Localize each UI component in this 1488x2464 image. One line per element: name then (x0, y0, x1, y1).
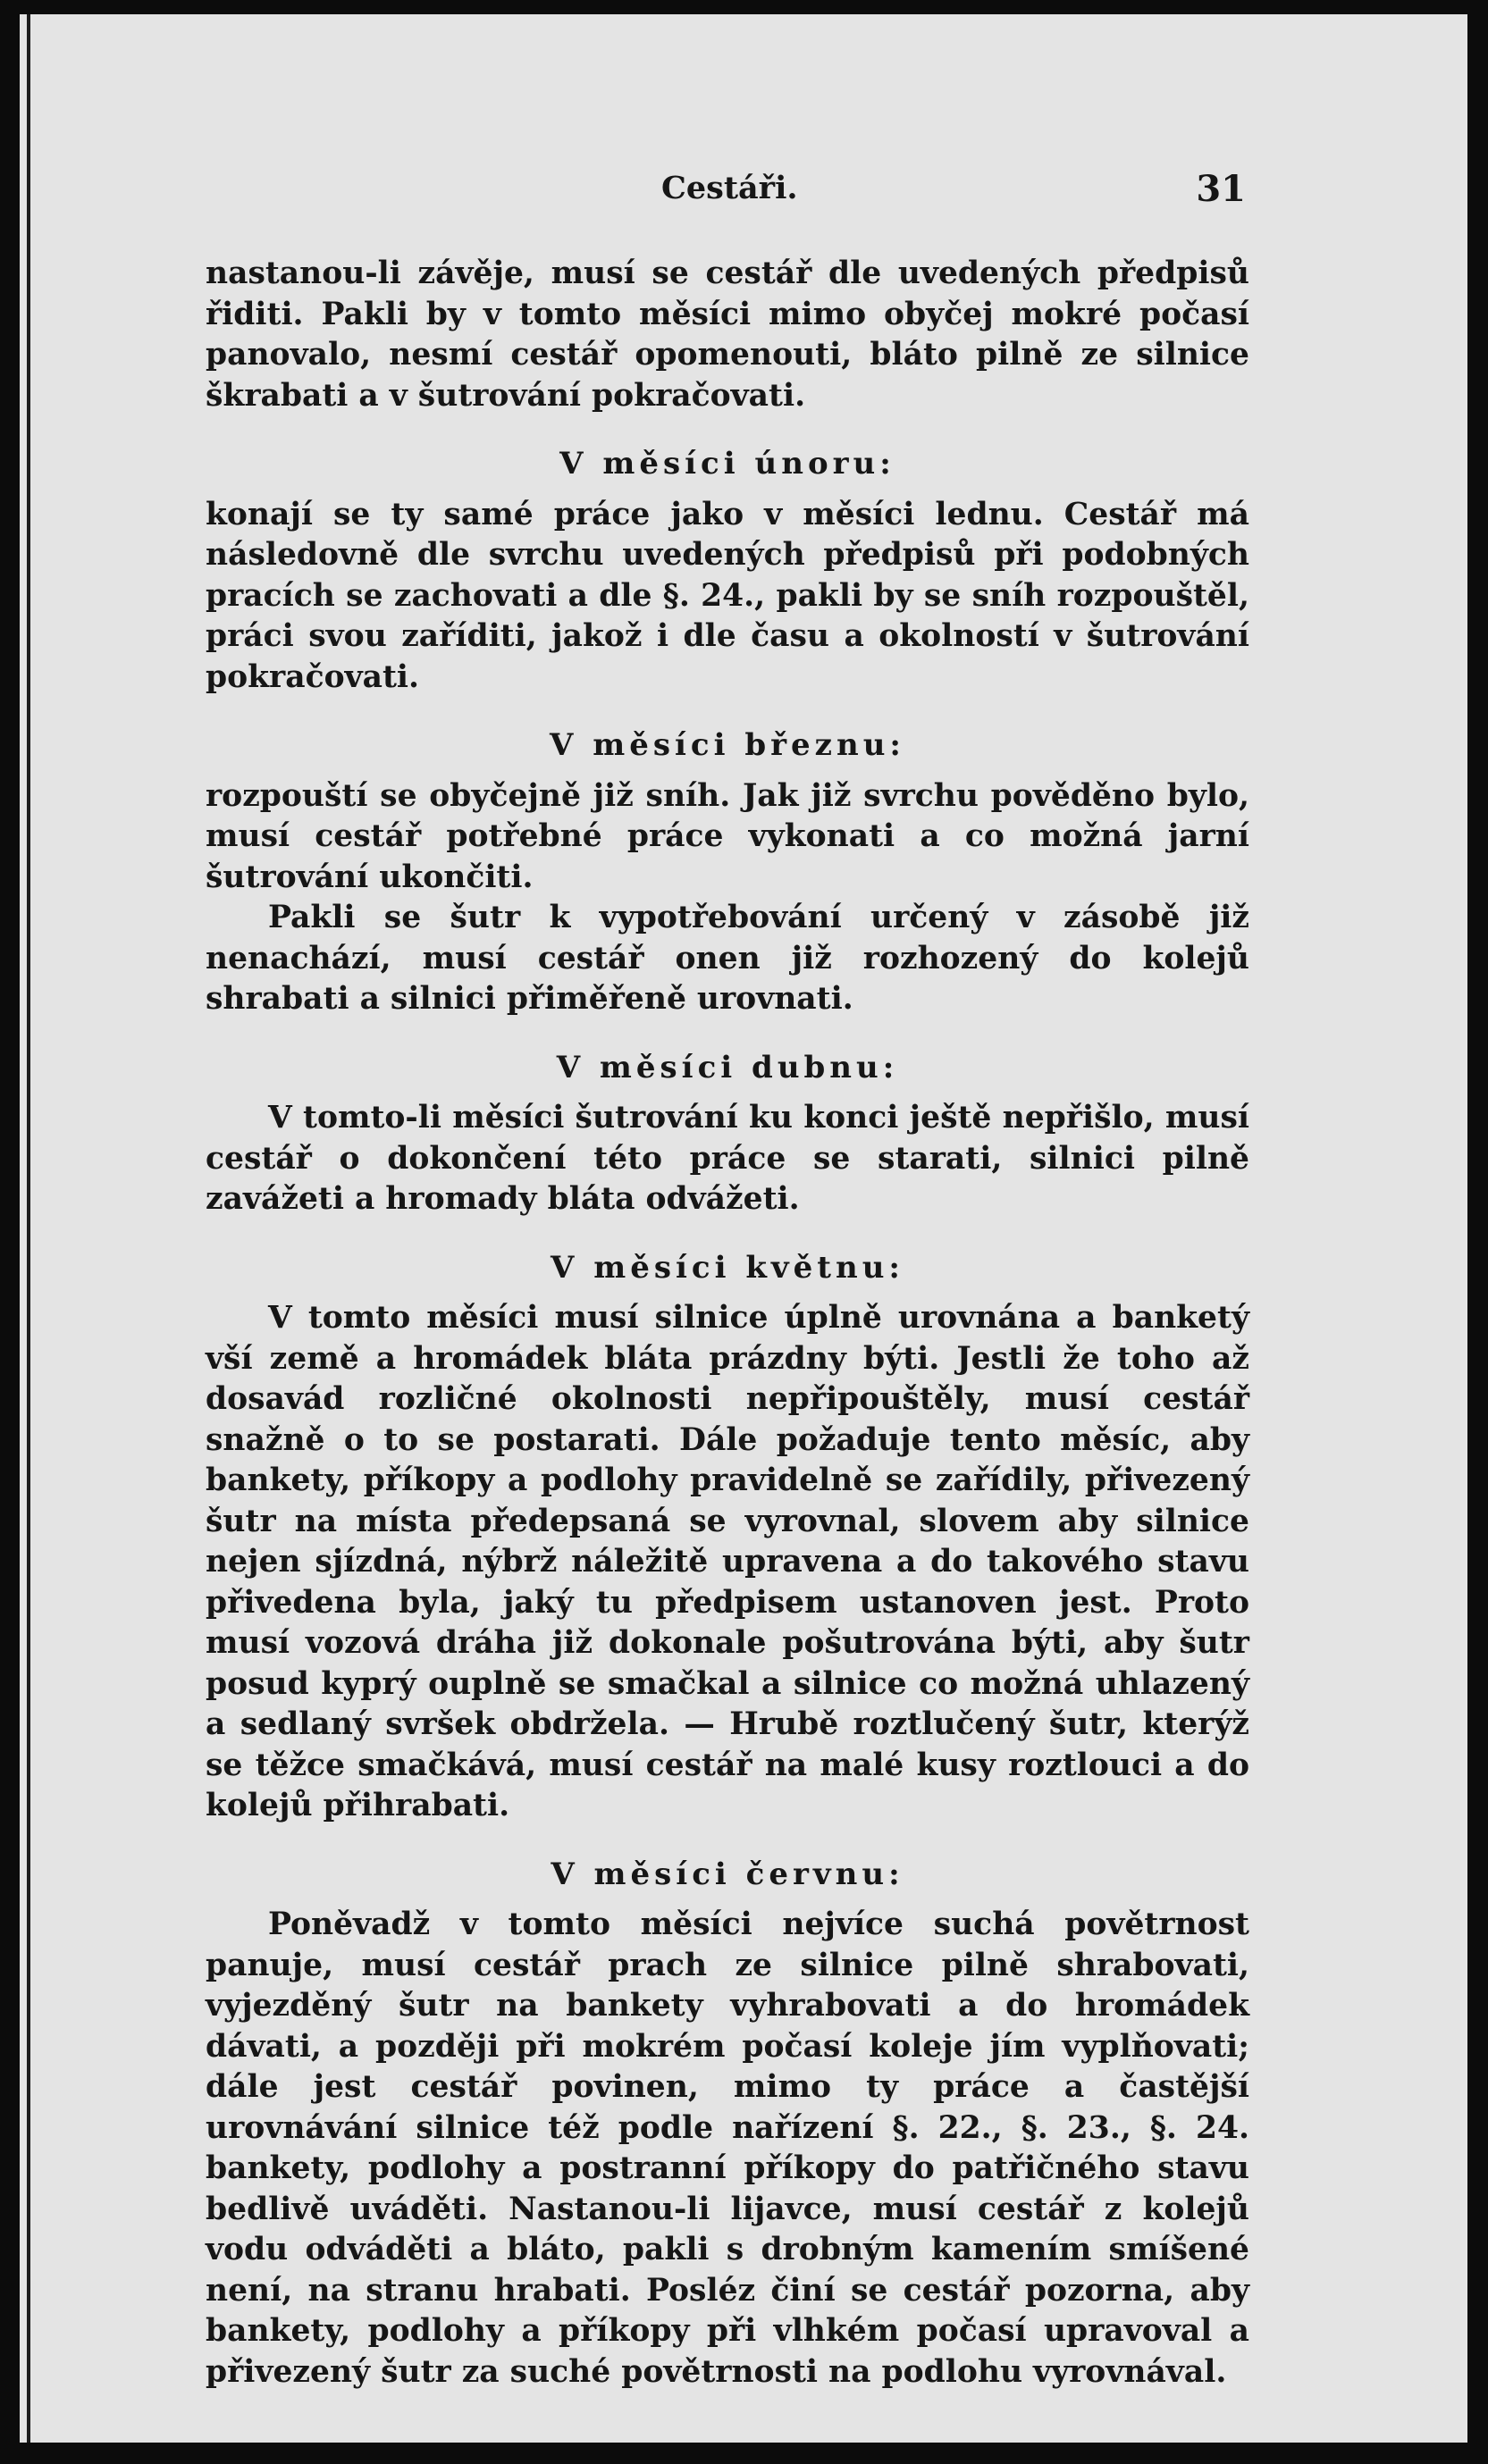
section-heading-march: V měsíci březnu: (550, 727, 905, 763)
paragraph-february: konají se ty samé práce jako v měsíci lednu. Cestář má následovně dle svrchu uvedených předpisů při podobných pracích se zachovati a dle §. 24., pakli by se sníh rozpouštěl, práci svou zaříditi, jakož i dle času a okolností v šutrování pokračovati. (206, 496, 1249, 695)
page-header (20, 170, 1467, 223)
paragraph-continuation: nastanou-li závěje, musí se cestář dle uvedených předpisů řiditi. Pakli by v tomto měsíci mimo obyčej mokré počasí panovalo, nesmí cestář opomenouti, bláto pilně ze silnice škrabati a v šutrování pokračovati. (206, 256, 1249, 414)
section-heading-april: V měsíci dubnu: (556, 1049, 899, 1085)
page-number: 31 (1196, 168, 1246, 210)
section-heading-may: V měsíci květnu: (551, 1249, 904, 1286)
paragraph-may: V tomto měsíci musí silnice úplně urovnána a banketý vší země a hromádek bláta prázdny býti. Jestli že toho až dosavád rozličné okolnosti nepřipouštěly, musí cestář snažně o to se postarati. Dále požaduje tento měsíc, aby bankety, příkopy a podlohy pravidelně se zařídily, přivezený šutr na místa předepsaná se vyrovnal, slovem aby silnice nejen sjízdná, nýbrž náležitě upravena a do takového stavu přivedena byla, jaký tu předpisem ustanoven jest. Proto musí vozová dráha již dokonale pošutrována býti, aby šutr posud kyprý ouplně se smačkal a silnice co možná uhlazený a sedlaný svršek obdržela. — Hrubě roztlučený šutr, kterýž se těžce smačkává, musí cestář na malé kusy roztlouci a do kolejů přihrabati. (206, 1300, 1249, 1823)
paragraph-march-1: rozpouští se obyčejně již sníh. Jak již svrchu pověděno bylo, musí cestář potřebné práce vykonati a co možná jarní šutrování ukončiti. (206, 777, 1249, 895)
book-page (20, 14, 1467, 2443)
paragraph-april: V tomto-li měsíci šutrování ku konci ještě nepřišlo, musí cestář o dokončení této práce se starati, silnici pilně zavážeti a hromady bláta odvážeti. (206, 1100, 1249, 1217)
running-title: Cestáři. (661, 170, 798, 206)
body-text (206, 254, 1249, 2393)
paragraph-june: Poněvadž v tomto měsíci nejvíce suchá povětrnost panuje, musí cestář prach ze silnice pilně shrabovati, vyjezděný šutr na bankety vyhrabovati a do hromádek dávati, a později při mokrém počasí koleje jím vyplňovati; dále jest cestář povinen, mimo ty práce a častější urovnávání silnice též podle nařízení §. 22., §. 23., §. 24. bankety, podlohy a postranní příkopy do patřičného stavu bedlivě uváděti. Nastanou-li lijavce, musí cestář z kolejů vodu odváděti a bláto, pakli s drobným kamením smíšené není, na stranu hrabati. Posléz činí se cestář pozorna, aby bankety, podlohy a příkopy při vlhkém počasí upravoval a přivezený šutr za suché povětrnosti na podlohu vyrovnával. (206, 1907, 1249, 2390)
paragraph-march-2: Pakli se šutr k vypotřebování určený v zásobě již nenachází, musí cestář onen již rozhozený do kolejů shrabati a silnici přiměřeně urovnati. (206, 900, 1249, 1017)
section-heading-february: V měsíci únoru: (559, 446, 895, 482)
section-heading-june: V měsíci červnu: (551, 1856, 904, 1892)
binding-edge (27, 14, 30, 2443)
